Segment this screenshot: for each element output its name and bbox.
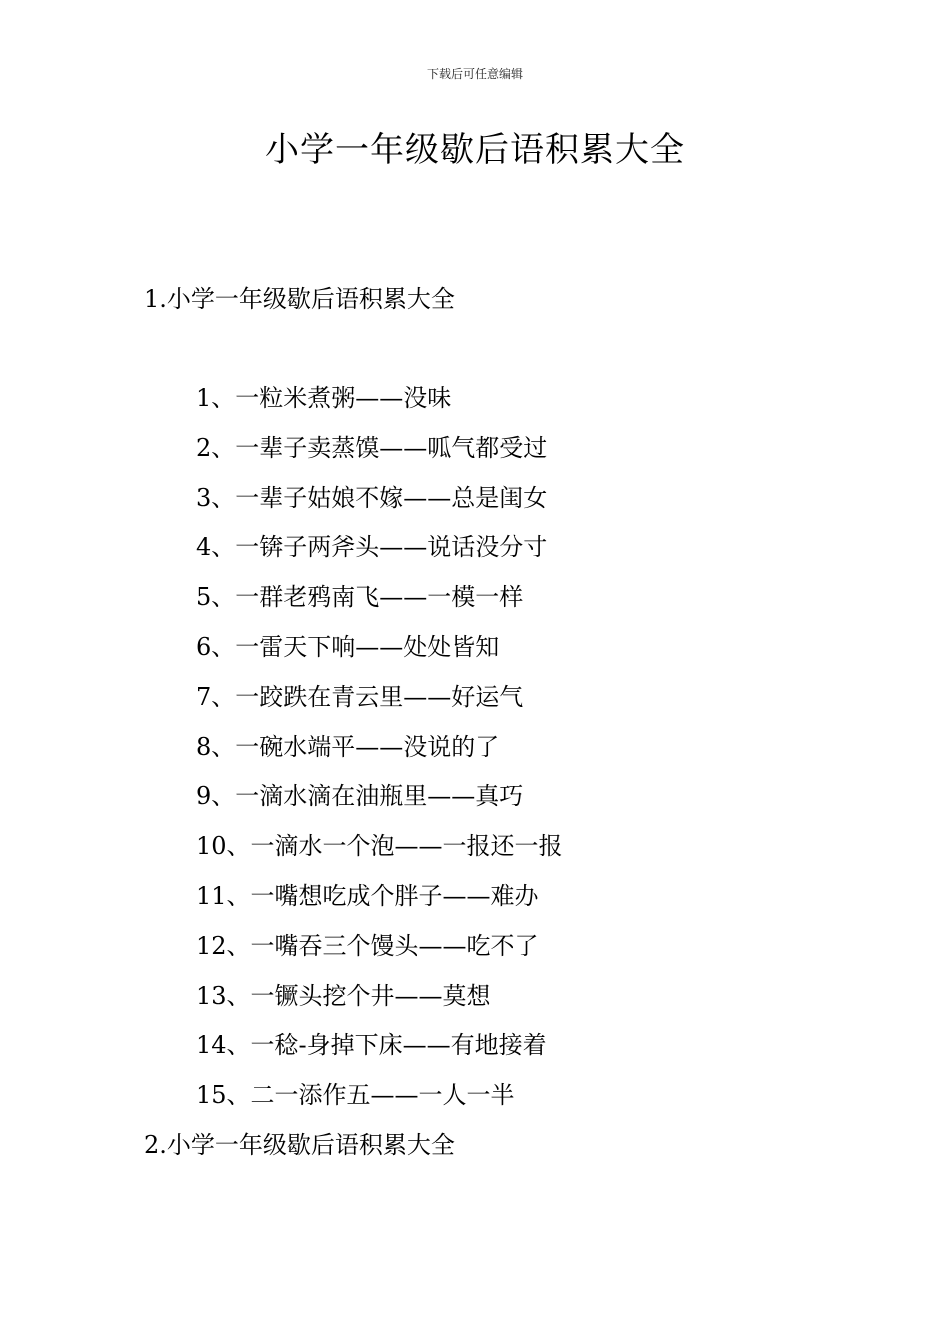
item-number: 10 <box>196 832 227 861</box>
item-number: 15 <box>196 1081 227 1110</box>
section-heading-2: 2.小学一年级歇后语积累大全 <box>144 1131 455 1159</box>
item-separator: 、 <box>211 433 236 462</box>
item-text: 一辈子卖蒸馍——呱气都受过 <box>235 433 548 462</box>
item-text: 一辈子姑娘不嫁——总是闺女 <box>235 483 548 512</box>
item-separator: 、 <box>226 832 251 861</box>
section-heading-1: 1.小学一年级歇后语积累大全 <box>144 285 455 313</box>
item-text: 一群老鸦南飞——一模一样 <box>235 583 524 612</box>
item-number: 7 <box>196 682 212 711</box>
item-separator: 、 <box>211 483 236 512</box>
list-item <box>196 1027 563 1077</box>
list-item <box>196 629 563 679</box>
list-item <box>196 529 563 579</box>
list-item <box>196 729 563 779</box>
list-item <box>196 928 563 978</box>
list-item <box>196 430 563 480</box>
item-number: 14 <box>196 1031 227 1060</box>
item-separator: 、 <box>211 782 236 811</box>
item-number: 1 <box>196 384 212 412</box>
item-separator: 、 <box>211 583 236 612</box>
list-item <box>196 380 563 430</box>
item-separator: 、 <box>226 1031 251 1060</box>
item-number: 11 <box>196 881 227 910</box>
list-item <box>196 480 563 530</box>
item-text: 一锛子两斧头——说话没分寸 <box>235 533 548 562</box>
item-text: 一镢头挖个井——莫想 <box>250 981 491 1010</box>
item-number: 12 <box>196 931 227 960</box>
item-number: 8 <box>196 732 212 761</box>
list-item <box>196 878 563 928</box>
item-number: 9 <box>196 782 212 811</box>
header-note: 下载后可任意编辑 <box>426 67 523 81</box>
list-item <box>196 778 563 828</box>
item-separator: 、 <box>226 881 251 910</box>
list-item <box>196 679 563 729</box>
item-separator: 、 <box>211 632 236 661</box>
item-number: 13 <box>196 981 227 1010</box>
list-item <box>196 828 563 878</box>
item-text: 一粒米煮粥——没味 <box>235 384 452 412</box>
item-number: 3 <box>196 483 212 512</box>
item-text: 一跤跌在青云里——好运气 <box>235 682 524 711</box>
item-text: 一碗水端平——没说的了 <box>235 732 500 761</box>
item-text: 一滴水一个泡——一报还一报 <box>250 832 563 861</box>
item-text: 一雷天下响——处处皆知 <box>235 632 500 661</box>
list-item <box>196 1077 563 1127</box>
item-separator: 、 <box>226 931 251 960</box>
item-number: 5 <box>196 583 212 612</box>
item-separator: 、 <box>211 682 236 711</box>
item-text: 一稔-身掉下床——有地接着 <box>250 1031 547 1060</box>
list-item <box>196 579 563 629</box>
item-number: 6 <box>196 632 212 661</box>
item-number: 4 <box>196 533 212 562</box>
item-text: 一滴水滴在油瓶里——真巧 <box>235 782 524 811</box>
item-text: 一嘴吞三个馒头——吃不了 <box>250 931 539 960</box>
document-title: 小学一年级歇后语积累大全 <box>265 130 685 170</box>
proverb-list <box>196 380 563 1127</box>
list-item <box>196 978 563 1028</box>
item-number: 2 <box>196 433 212 462</box>
item-text: 二一添作五——一人一半 <box>250 1081 515 1110</box>
item-text: 一嘴想吃成个胖子——难办 <box>250 881 539 910</box>
item-separator: 、 <box>226 981 251 1010</box>
item-separator: 、 <box>211 533 236 562</box>
item-separator: 、 <box>226 1081 251 1110</box>
item-separator: 、 <box>211 384 236 412</box>
item-separator: 、 <box>211 732 236 761</box>
